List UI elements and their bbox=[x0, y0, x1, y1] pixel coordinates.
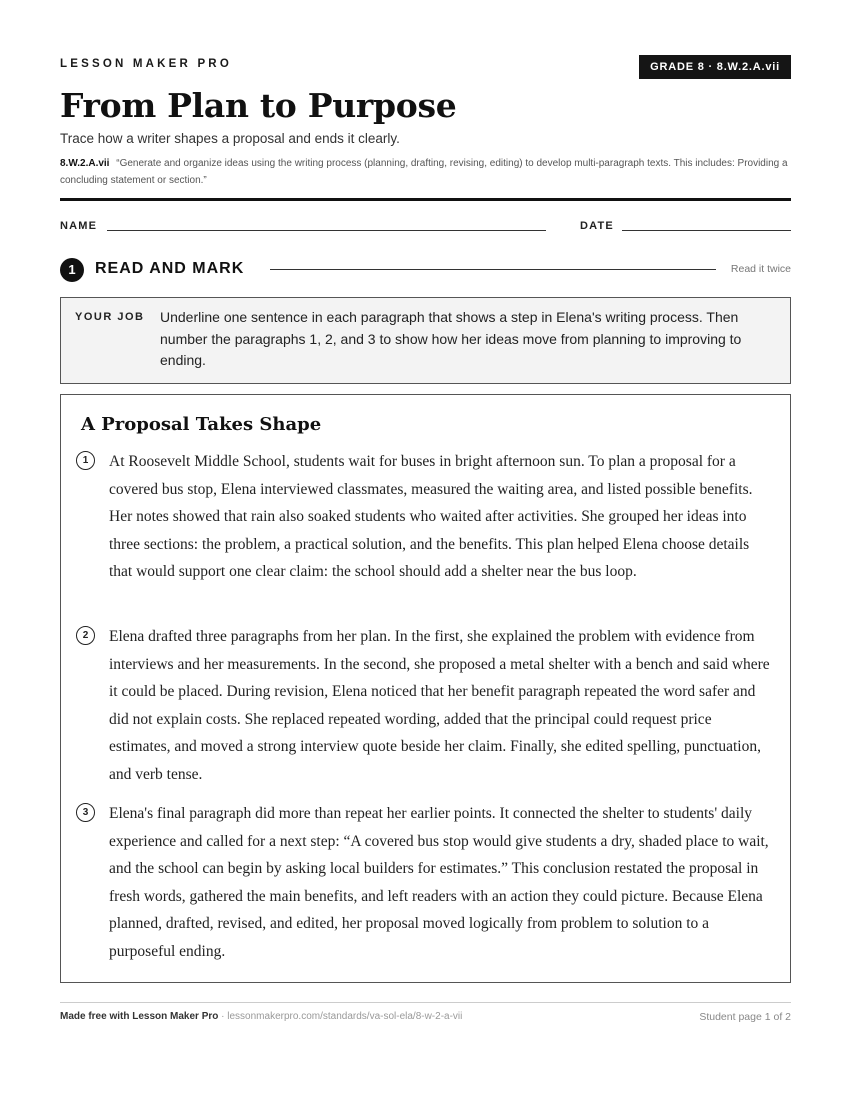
date-line[interactable] bbox=[622, 230, 791, 231]
worksheet-page bbox=[60, 0, 791, 1100]
paragraph-number-badge: 3 bbox=[76, 803, 95, 822]
standard-statement bbox=[60, 156, 791, 189]
passage-paragraph: Elena's final paragraph did more than repeat her earlier points. It connected the shelter to students' daily experience and called for a next step: “A covered bus stop would give students a dry, shaded place to wait, and the school can begin by asking local builders for estimates.” This conclusion restated the proposal in fresh words, gathered the main benefits, and left readers with an action they could picture. Because Elena planned, drafted, revised, and edited, her proposal moved logically from problem to solution to a purposeful ending. bbox=[109, 805, 769, 960]
footer-brand: Made free with Lesson Maker Pro bbox=[60, 1011, 219, 1022]
paragraph-number-badge: 1 bbox=[76, 451, 95, 470]
footer-page-number: Student page 1 of 2 bbox=[699, 1011, 791, 1023]
standard-text: “Generate and organize ideas using the writing process (planning, drafting, revising, editing) to develop multi-paragraph texts. This includes: Providing a concluding statement or section.” bbox=[60, 158, 788, 186]
footer-credit bbox=[60, 1011, 462, 1022]
page-subtitle: Trace how a writer shapes a proposal and ends it clearly. bbox=[60, 131, 400, 146]
passage-title: A Proposal Takes Shape bbox=[81, 414, 322, 435]
paragraph-number-badge: 2 bbox=[76, 626, 95, 645]
section-number-badge: 1 bbox=[60, 258, 84, 282]
passage-paragraph: Elena drafted three paragraphs from her plan. In the first, she explained the problem with evidence from interviews and her measurements. In the second, she proposed a metal shelter with a bench and said where it could be placed. During revision, Elena noticed that her benefit paragraph repeated the word safer and did not explain costs. She replaced repeated wording, added that the principal could request price estimates, and moved a strong interview quote beside her claim. Finally, she edited spelling, punctuation, and verb tense. bbox=[109, 628, 770, 783]
section-note: Read it twice bbox=[730, 263, 791, 275]
page-title: From Plan to Purpose bbox=[60, 86, 457, 125]
instructions-label: YOUR JOB bbox=[75, 311, 145, 323]
grade-badge: GRADE 8 · 8.W.2.A.vii bbox=[639, 55, 791, 79]
passage-paragraph: At Roosevelt Middle School, students wait for buses in bright afternoon sun. To plan a proposal for a covered bus stop, Elena interviewed classmates, measured the waiting area, and listed possible benefits. Her notes showed that rain also soaked students who waited after activities. She grouped her ideas into three sections: the problem, a practical solution, and the benefits. This plan helped Elena choose details that would support one clear claim: the school should add a shelter near the bus loop. bbox=[109, 453, 753, 581]
date-label: DATE bbox=[580, 220, 614, 232]
footer-divider bbox=[60, 1002, 791, 1003]
header-divider bbox=[60, 198, 791, 201]
name-line[interactable] bbox=[107, 230, 546, 231]
instructions-text: Underline one sentence in each paragraph that shows a step in Elena's writing process. Then number the paragraphs 1, 2, and 3 to show how her ideas move from planning to improving to ending. bbox=[160, 309, 742, 368]
brand-name: LESSON MAKER PRO bbox=[60, 58, 232, 70]
footer-url: · lessonmakerpro.com/standards/va-sol-ela/8-w-2-a-vii bbox=[218, 1011, 463, 1022]
section-divider bbox=[270, 269, 716, 270]
instructions-box bbox=[60, 297, 791, 384]
section-title: READ AND MARK bbox=[95, 260, 245, 277]
name-label: NAME bbox=[60, 220, 98, 232]
standard-code: 8.W.2.A.vii bbox=[60, 158, 110, 169]
reading-passage bbox=[60, 394, 791, 983]
